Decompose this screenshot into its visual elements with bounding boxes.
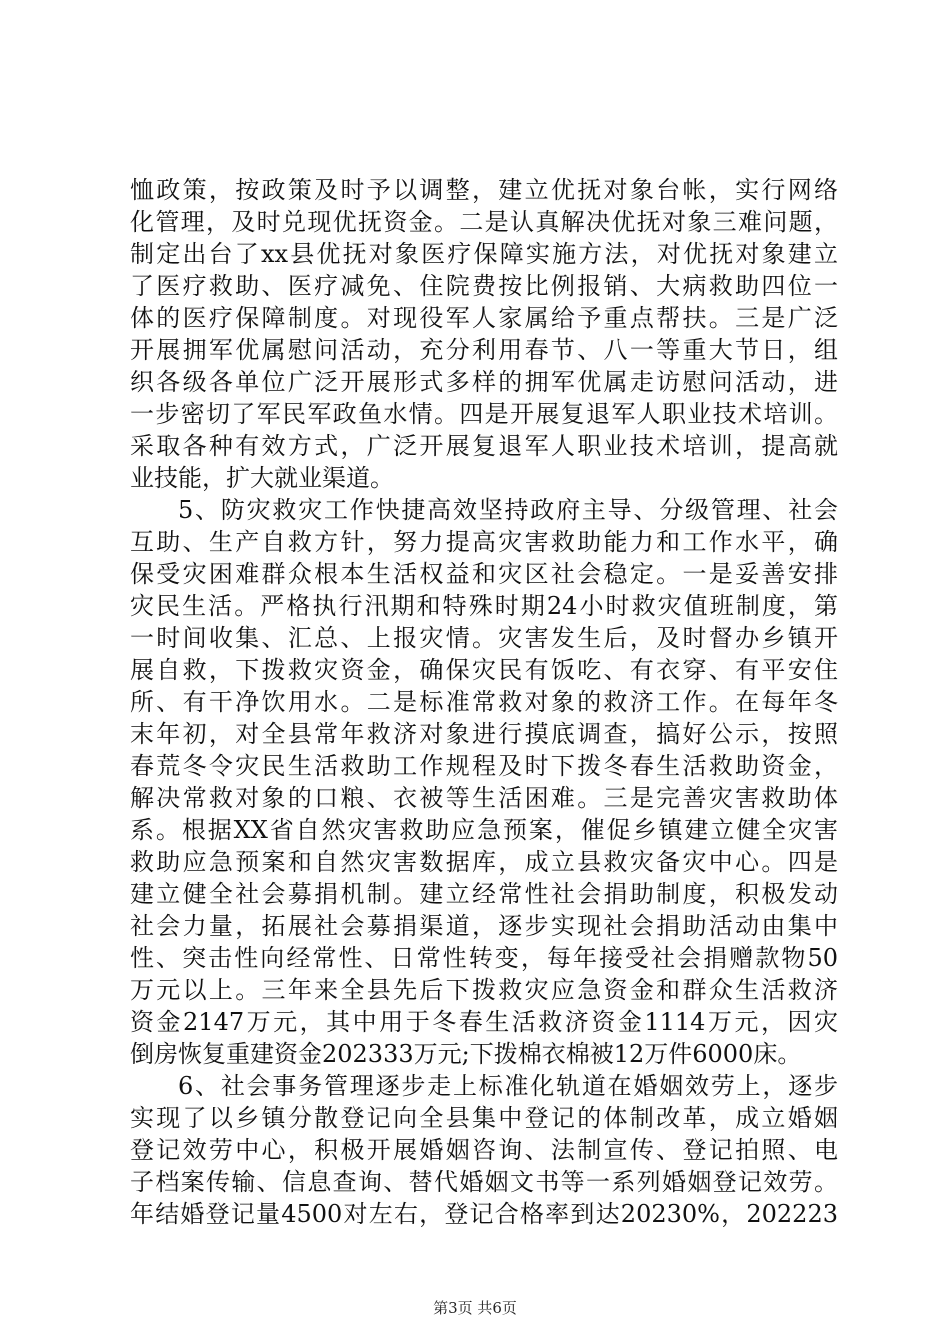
text-line: 性、突击性向经常性、日常性转变，每年接受社会捐赠款物50 (130, 944, 838, 972)
text-line: 解决常救对象的口粮、衣被等生活困难。三是完善灾害救助体 (130, 784, 838, 812)
text-line: 开展拥军优属慰问活动，充分利用春节、八一等重大节日，组 (130, 336, 838, 364)
text-line: 一步密切了军民军政鱼水情。四是开展复退军人职业技术培训。 (130, 400, 838, 428)
text-line: 子档案传输、信息查询、替代婚姻文书等一系列婚姻登记效劳。 (130, 1168, 838, 1196)
text-line: 实现了以乡镇分散登记向全县集中登记的体制改革，成立婚姻 (130, 1104, 838, 1132)
text-line: 6、社会事务管理逐步走上标准化轨道在婚姻效劳上，逐步 (178, 1072, 838, 1100)
text-line: 灾民生活。严格执行汛期和特殊时期24小时救灾值班制度，第 (130, 592, 838, 620)
page-footer: 第3页 共6页 (433, 1299, 517, 1317)
text-line: 体的医疗保障制度。对现役军人家属给予重点帮扶。三是广泛 (130, 304, 838, 332)
text-line: 展自救，下拨救灾资金，确保灾民有饭吃、有衣穿、有平安住 (130, 656, 838, 684)
text-line: 倒房恢复重建资金202333万元;下拨棉衣棉被12万件6000床。 (130, 1040, 802, 1068)
text-line: 互助、生产自救方针，努力提高灾害救助能力和工作水平，确 (130, 528, 838, 556)
text-line: 春荒冬令灾民生活救助工作规程及时下拨冬春生活救助资金， (130, 752, 838, 780)
text-line: 织各级各单位广泛开展形式多样的拥军优属走访慰问活动，进 (130, 368, 838, 396)
text-line: 5、防灾救灾工作快捷高效坚持政府主导、分级管理、社会 (178, 496, 838, 524)
text-line: 业技能，扩大就业渠道。 (130, 464, 394, 492)
text-line: 采取各种有效方式，广泛开展复退军人职业技术培训，提高就 (130, 432, 838, 460)
text-line: 保受灾困难群众根本生活权益和灾区社会稳定。一是妥善安排 (130, 560, 838, 588)
paragraph (130, 174, 838, 494)
paragraph (130, 1070, 838, 1230)
text-line: 救助应急预案和自然灾害数据库，成立县救灾备灾中心。四是 (130, 848, 838, 876)
text-line: 社会力量，拓展社会募捐渠道，逐步实现社会捐助活动由集中 (130, 912, 838, 940)
text-line: 系。根据XX省自然灾害救助应急预案，催促乡镇建立健全灾害 (130, 816, 838, 844)
text-line: 一时间收集、汇总、上报灾情。灾害发生后，及时督办乡镇开 (130, 624, 838, 652)
text-line: 化管理，及时兑现优抚资金。二是认真解决优抚对象三难问题， (130, 208, 838, 236)
body-text (130, 174, 838, 1230)
text-line: 末年初，对全县常年救济对象进行摸底调查，搞好公示，按照 (130, 720, 838, 748)
text-line: 万元以上。三年来全县先后下拨救灾应急资金和群众生活救济 (130, 976, 838, 1004)
text-line: 所、有干净饮用水。二是标准常救对象的救济工作。在每年冬 (130, 688, 838, 716)
text-line: 制定出台了xx县优抚对象医疗保障实施方法，对优抚对象建立 (130, 240, 838, 268)
text-line: 了医疗救助、医疗减免、住院费按比例报销、大病救助四位一 (130, 272, 838, 300)
paragraph (130, 494, 838, 1070)
text-line: 恤政策，按政策及时予以调整，建立优抚对象台帐，实行网络 (130, 176, 838, 204)
text-line: 建立健全社会募捐机制。建立经常性社会捐助制度，积极发动 (130, 880, 838, 908)
text-line: 年结婚登记量4500对左右，登记合格率到达20230%，202223 (130, 1200, 838, 1228)
text-line: 资金2147万元，其中用于冬春生活救济资金1114万元，因灾 (130, 1008, 838, 1036)
text-line: 登记效劳中心，积极开展婚姻咨询、法制宣传、登记拍照、电 (130, 1136, 838, 1164)
